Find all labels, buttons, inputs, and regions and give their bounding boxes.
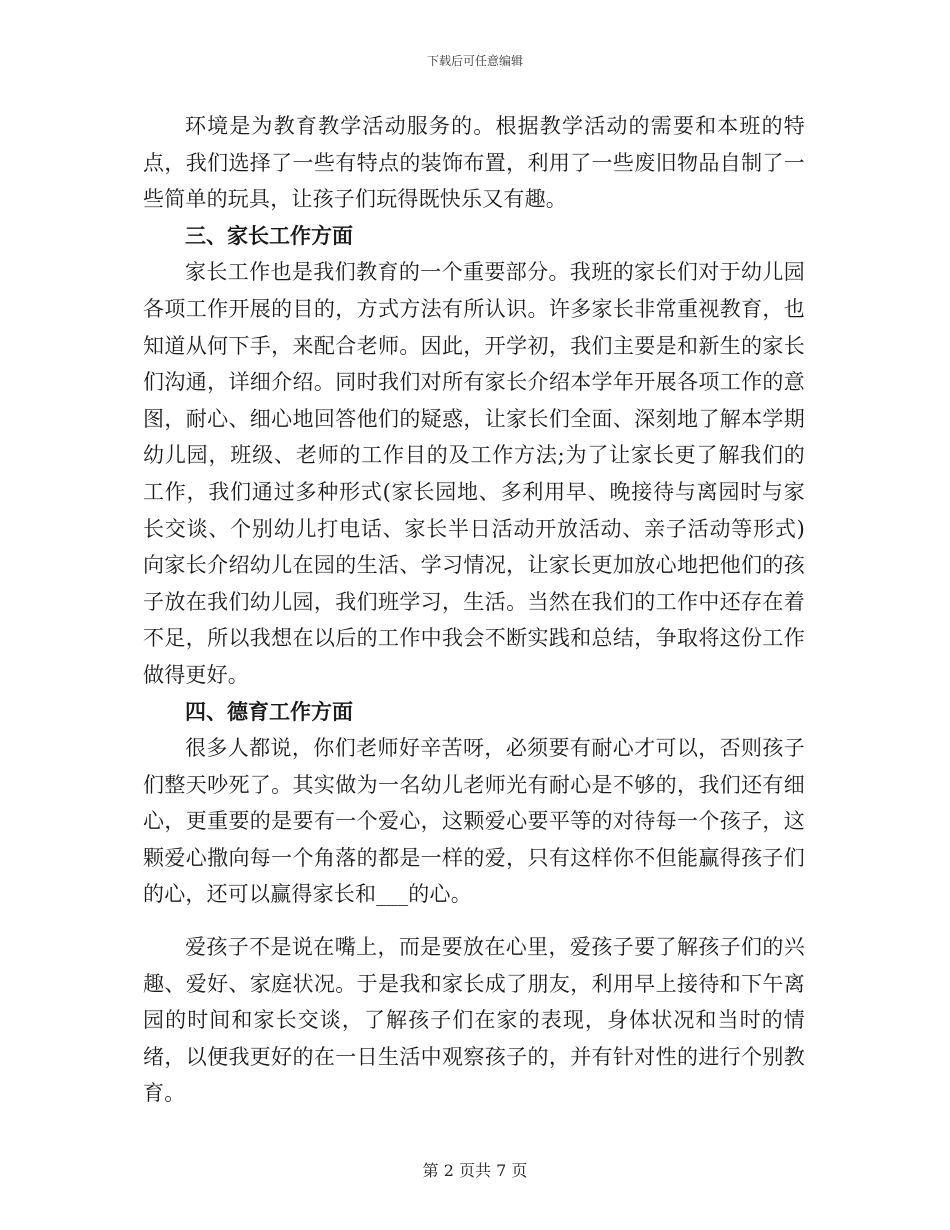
paragraph-moral-work: 很多人都说，你们老师好辛苦呀，必须要有耐心才可以，否则孩子们整天吵死了。其实做为一名幼儿老师光有耐心是不够的，我们还有细心，更重要的是要有一个爱心，这颗爱心要平等的对待每一个孩子，这颗爱心撒向每一个角落的都是一样的爱，只有这样你不但能赢得孩子们的心，还可以赢得家长和___的心。 [143,736,805,907]
section-heading-parents: 三、家长工作方面 [185,222,353,248]
page-header: 下载后可任意编辑 [426,54,523,68]
paragraph-love-children: 爱孩子不是说在嘴上，而是要放在心里，爱孩子要了解孩子们的兴趣、爱好、家庭状况。于是我和家长成了朋友，利用早上接待和下午离园的时间和家长交谈，了解孩子们在家的表现，身体状况和当时的情绪，以便我更好的在一日生活中观察孩子的，并有针对性的进行个别教育。 [143,935,805,1106]
paragraph-environment: 环境是为教育教学活动服务的。根据教学活动的需要和本班的特点，我们选择了一些有特点的装饰布置，利用了一些废旧物品自制了一些简单的玩具，让孩子们玩得既快乐又有趣。 [143,114,805,212]
page-footer: 第 2 页共 7 页 [422,1161,528,1180]
paragraph-parents-work: 家长工作也是我们教育的一个重要部分。我班的家长们对于幼儿园各项工作开展的目的，方式方法有所认识。许多家长非常重视教育，也知道从何下手，来配合老师。因此，开学初，我们主要是和新生的家长们沟通，详细介绍。同时我们对所有家长介绍本学年开展各项工作的意图，耐心、细心地回答他们的疑惑，让家长们全面、深刻地了解本学期幼儿园，班级、老师的工作目的及工作方法;为了让家长更了解我们的工作，我们通过多种形式(家长园地、多利用早、晚接待与离园时与家长交谈、个别幼儿打电话、家长半日活动开放活动、亲子活动等形式)向家长介绍幼儿在园的生活、学习情况，让家长更加放心地把他们的孩子放在我们幼儿园，我们班学习，生活。当然在我们的工作中还存在着不足，所以我想在以后的工作中我会不断实践和总结，争取将这份工作做得更好。 [143,260,805,687]
section-heading-moral: 四、德育工作方面 [185,698,353,724]
document-body [143,108,805,1112]
